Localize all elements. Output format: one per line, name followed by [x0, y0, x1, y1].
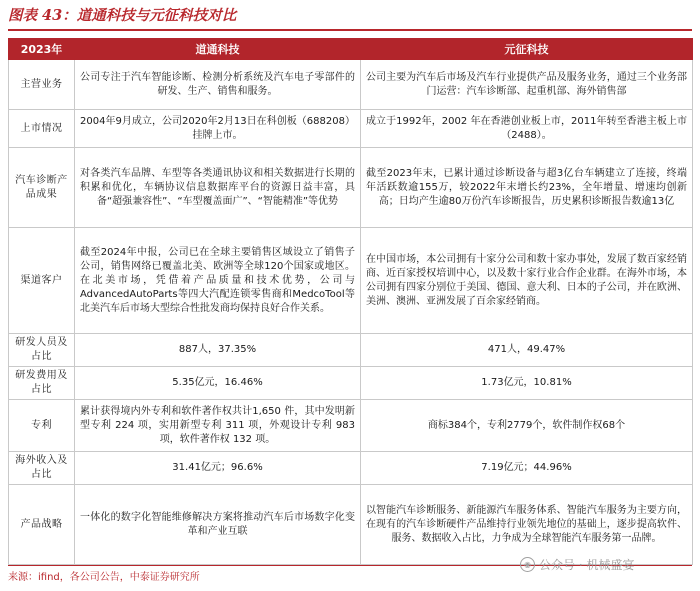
- launch-cell: 471人，49.47%: [361, 334, 693, 367]
- row-label: 研发费用及占比: [9, 367, 75, 400]
- row-label: 专利: [9, 400, 75, 452]
- launch-cell: 在中国市场，本公司拥有十家分公司和数十家办事处，发展了数百家经销商、近百家授权培训中心，以及数十家行业合作企业群。在海外市场，本公司拥有四家分别位于美国、德国、意大利、日本的子公司，并在欧洲、美洲、澳洲、亚洲发展了百余家经销商。: [361, 228, 693, 334]
- autel-cell: 2004年9月成立，公司2020年2月13日在科创板（688208）挂牌上市。: [75, 110, 361, 148]
- table-row: [9, 334, 693, 367]
- autel-cell: 对各类汽车品牌、车型等各类通讯协议和相关数据进行长期的积累和优化，车辆协议信息数据库平台的资源日益丰富，具备“超强兼容性”、“车型覆盖面广”、“智能精准”等优势: [75, 148, 361, 228]
- table-row: [9, 60, 693, 110]
- launch-cell: 成立于1992年，2002 年在香港创业板上市，2011年转至香港主板上市（2488）。: [361, 110, 693, 148]
- table-row: [9, 367, 693, 400]
- launch-cell: 以智能汽车诊断服务、新能源汽车服务体系、智能汽车服务为主要方向，在现有的汽车诊断硬件产品维持行业领先地位的基础上，逐步提高软件、服务、数据收入占比，力争成为全球智能汽车服务第一品牌。: [361, 485, 693, 565]
- wechat-icon: ◉: [520, 557, 535, 572]
- launch-cell: 商标384个，专利2779个，软件制作权68个: [361, 400, 693, 452]
- source-note: 来源：ifind，各公司公告，中泰证券研究所: [8, 572, 200, 583]
- autel-cell: 累计获得境内外专利和软件著作权共计1,650 件，其中发明新型专利 224 项，实用新型专利 311 项，外观设计专利 983 项，软件著作权 132 项。: [75, 400, 361, 452]
- launch-cell: 1.73亿元，10.81%: [361, 367, 693, 400]
- title-divider: [8, 29, 692, 31]
- figure-title: 图表 43：道通科技与元征科技对比: [8, 7, 237, 24]
- autel-cell: 公司专注于汽车智能诊断、检测分析系统及汽车电子零部件的研发、生产、销售和服务。: [75, 60, 361, 110]
- autel-cell: 截至2024年中报，公司已在全球主要销售区域设立了销售子公司，销售网络已覆盖北美、欧洲等全球120个国家或地区。在北美市场，凭借着产品质量和技术优势，公司与AdvancedAutoParts等四大汽配连锁零售商和MedcoTool等北美汽车后市场大型综合性批发商均保持良好合作关系。: [75, 228, 361, 334]
- comparison-table: [8, 38, 693, 565]
- row-label: 汽车诊断产品成果: [9, 148, 75, 228]
- table-row: [9, 228, 693, 334]
- row-label: 产品战略: [9, 485, 75, 565]
- table-row: [9, 452, 693, 485]
- table-row: [9, 148, 693, 228]
- autel-cell: 31.41亿元；96.6%: [75, 452, 361, 485]
- table-row: [9, 110, 693, 148]
- launch-cell: 公司主要为汽车后市场及汽车行业提供产品及服务业务，通过三个业务部门运营：汽车诊断部、起重机部、海外销售部: [361, 60, 693, 110]
- row-label: 上市情况: [9, 110, 75, 148]
- autel-cell: 5.35亿元，16.46%: [75, 367, 361, 400]
- launch-cell: 7.19亿元；44.96%: [361, 452, 693, 485]
- row-label: 海外收入及占比: [9, 452, 75, 485]
- row-label: 渠道客户: [9, 228, 75, 334]
- table-row: [9, 485, 693, 565]
- header-autel: 道通科技: [75, 39, 361, 60]
- header-year: 2023年: [9, 39, 75, 60]
- table-header-row: [9, 39, 693, 60]
- watermark-text: 公众号 · 机械盛宴: [539, 557, 635, 572]
- autel-cell: 887人，37.35%: [75, 334, 361, 367]
- row-label: 主营业务: [9, 60, 75, 110]
- watermark: [520, 554, 634, 574]
- table-row: [9, 400, 693, 452]
- autel-cell: 一体化的数字化智能维修解决方案将推动汽车后市场数字化变革和产业互联: [75, 485, 361, 565]
- row-label: 研发人员及占比: [9, 334, 75, 367]
- launch-cell: 截至2023年末，已累计通过诊断设备与超3亿台车辆建立了连接，终端年活跃数逾155万，较2022年末增长约23%，全年增量、增速均创新高；日均产生逾80万份汽车诊断报告，历史累积诊断报告数逾13亿: [361, 148, 693, 228]
- header-launch: 元征科技: [361, 39, 693, 60]
